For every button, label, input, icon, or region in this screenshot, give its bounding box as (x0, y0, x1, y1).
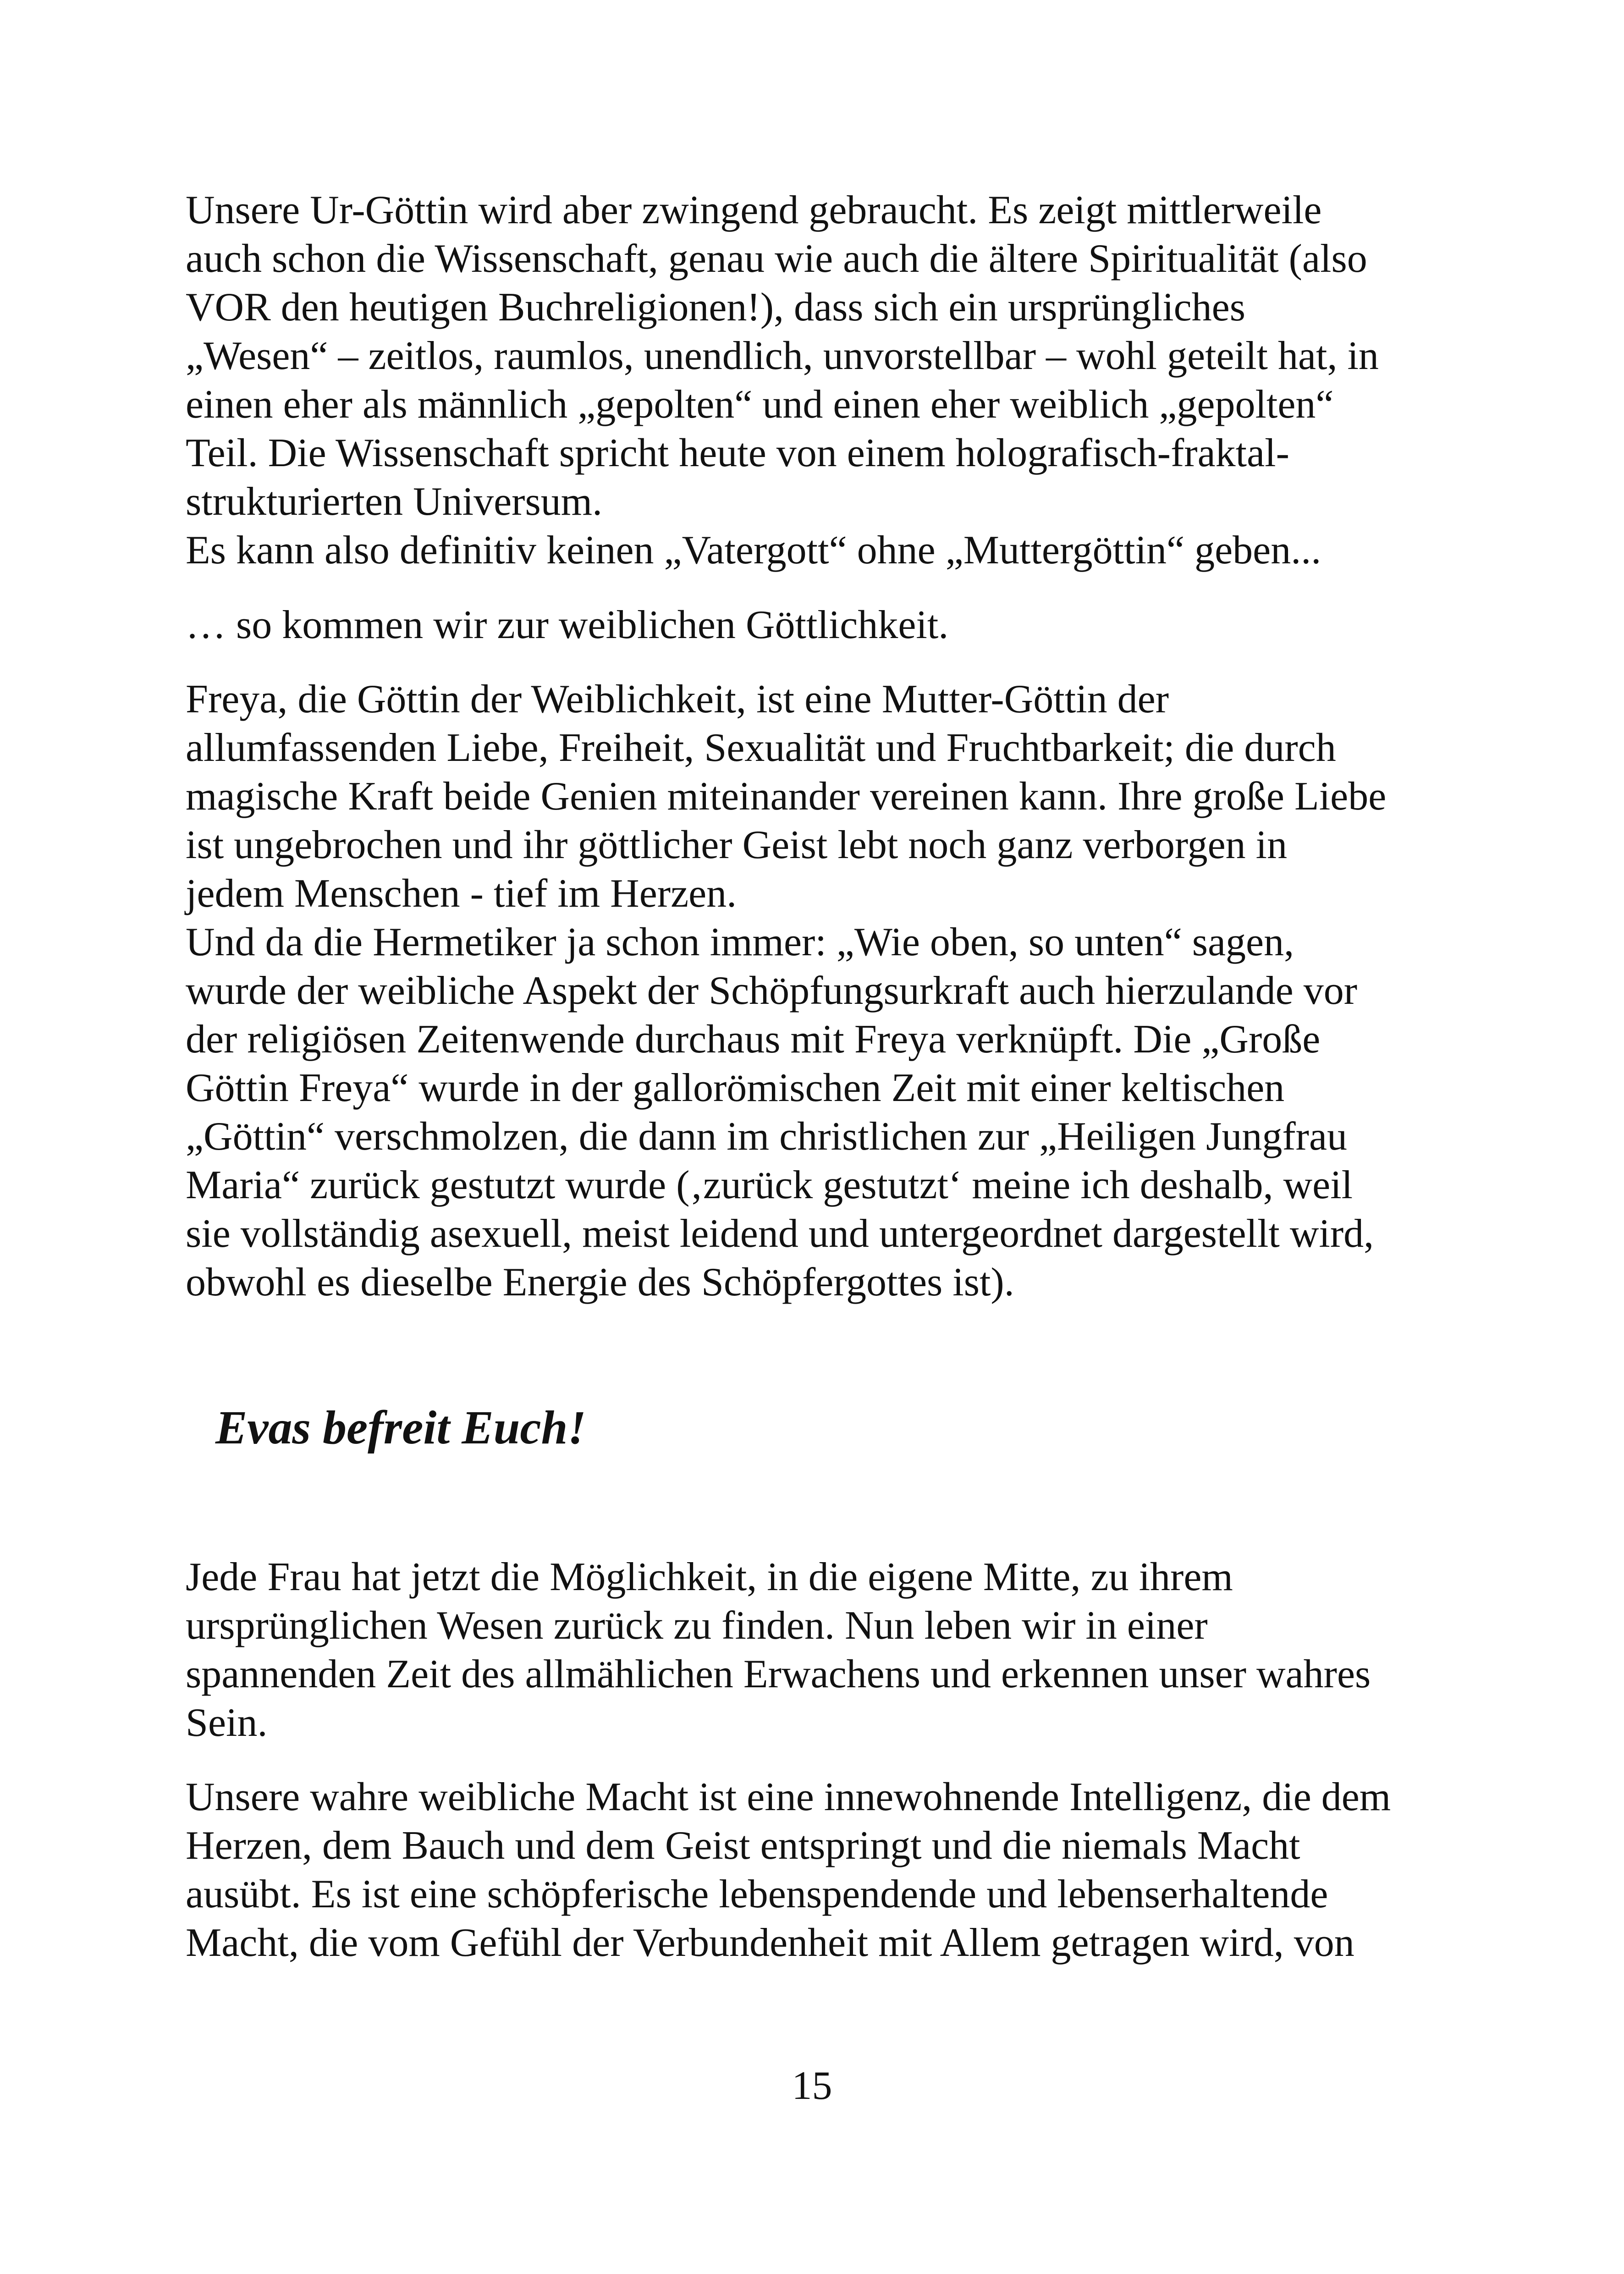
text-line: Macht, die vom Gefühl der Verbundenheit mit Allem getragen wird, von (186, 1921, 1354, 1965)
text-line: obwohl es dieselbe Energie des Schöpfergottes ist). (186, 1260, 1014, 1305)
text-line: „Göttin“ verschmolzen, die dann im christlichen zur „Heiligen Jungfrau (186, 1114, 1348, 1159)
text-line: VOR den heutigen Buchreligionen!), dass sich ein ursprüngliches (186, 285, 1245, 330)
text-line: ursprünglichen Wesen zurück zu finden. Nun leben wir in einer (186, 1603, 1208, 1648)
text-line: Freya, die Göttin der Weiblichkeit, ist eine Mutter-Göttin der (186, 677, 1169, 721)
text-line: Jede Frau hat jetzt die Möglichkeit, in die eigene Mitte, zu ihrem (186, 1555, 1233, 1599)
text-line: sie vollständig asexuell, meist leidend und untergeordnet dargestellt wird, (186, 1211, 1374, 1256)
text-line: … so kommen wir zur weiblichen Göttlichkeit. (186, 603, 949, 647)
text-line: einen eher als männlich „gepolten“ und einen eher weiblich „gepolten“ (186, 382, 1334, 427)
paragraph-weibliche-goettlichkeit (186, 601, 1464, 650)
text-line: strukturierten Universum. (186, 479, 603, 524)
text-line: Es kann also definitiv keinen „Vatergott“ ohne „Muttergöttin“ geben... (186, 528, 1321, 573)
text-line: Unsere Ur-Göttin wird aber zwingend gebraucht. Es zeigt mittlerweile (186, 188, 1322, 232)
text-line: Maria“ zurück gestutzt wurde (‚zurück gestutzt‘ meine ich deshalb, weil (186, 1163, 1353, 1207)
section-heading: Evas befreit Euch! (215, 1401, 586, 1454)
paragraph-weibliche-macht (186, 1773, 1464, 1967)
text-line: wurde der weibliche Aspekt der Schöpfungsurkraft auch hierzulande vor (186, 969, 1357, 1013)
text-line: Teil. Die Wissenschaft spricht heute von einem holografisch-fraktal- (186, 431, 1289, 475)
page-number: 15 (792, 2064, 832, 2108)
text-line: magische Kraft beide Genien miteinander vereinen kann. Ihre große Liebe (186, 774, 1387, 819)
text-line: der religiösen Zeitenwende durchaus mit Freya verknüpft. Die „Große (186, 1017, 1321, 1062)
text-line: jedem Menschen - tief im Herzen. (186, 871, 737, 916)
paragraph-ur-goettin (186, 186, 1464, 575)
text-line: „Wesen“ – zeitlos, raumlos, unendlich, unvorstellbar – wohl geteilt hat, in (186, 334, 1379, 378)
text-line: auch schon die Wissenschaft, genau wie auch die ältere Spiritualität (also (186, 237, 1367, 281)
text-line: Herzen, dem Bauch und dem Geist entspringt und die niemals Macht (186, 1823, 1300, 1868)
text-line: Und da die Hermetiker ja schon immer: „Wie oben, so unten“ sagen, (186, 920, 1294, 964)
paragraph-jede-frau (186, 1553, 1464, 1747)
text-line: allumfassenden Liebe, Freiheit, Sexualität und Fruchtbarkeit; die durch (186, 726, 1336, 770)
text-line: Göttin Freya“ wurde in der gallorömischen Zeit mit einer keltischen (186, 1066, 1285, 1110)
text-line: spannenden Zeit des allmählichen Erwachens und erkennen unser wahres (186, 1652, 1371, 1696)
text-line: ausübt. Es ist eine schöpferische lebenspendende und lebenserhaltende (186, 1872, 1328, 1916)
paragraph-freya (186, 675, 1464, 1307)
text-line: Sein. (186, 1701, 268, 1745)
text-line: Unsere wahre weibliche Macht ist eine innewohnende Intelligenz, die dem (186, 1775, 1391, 1819)
text-line: ist ungebrochen und ihr göttlicher Geist lebt noch ganz verborgen in (186, 823, 1288, 867)
